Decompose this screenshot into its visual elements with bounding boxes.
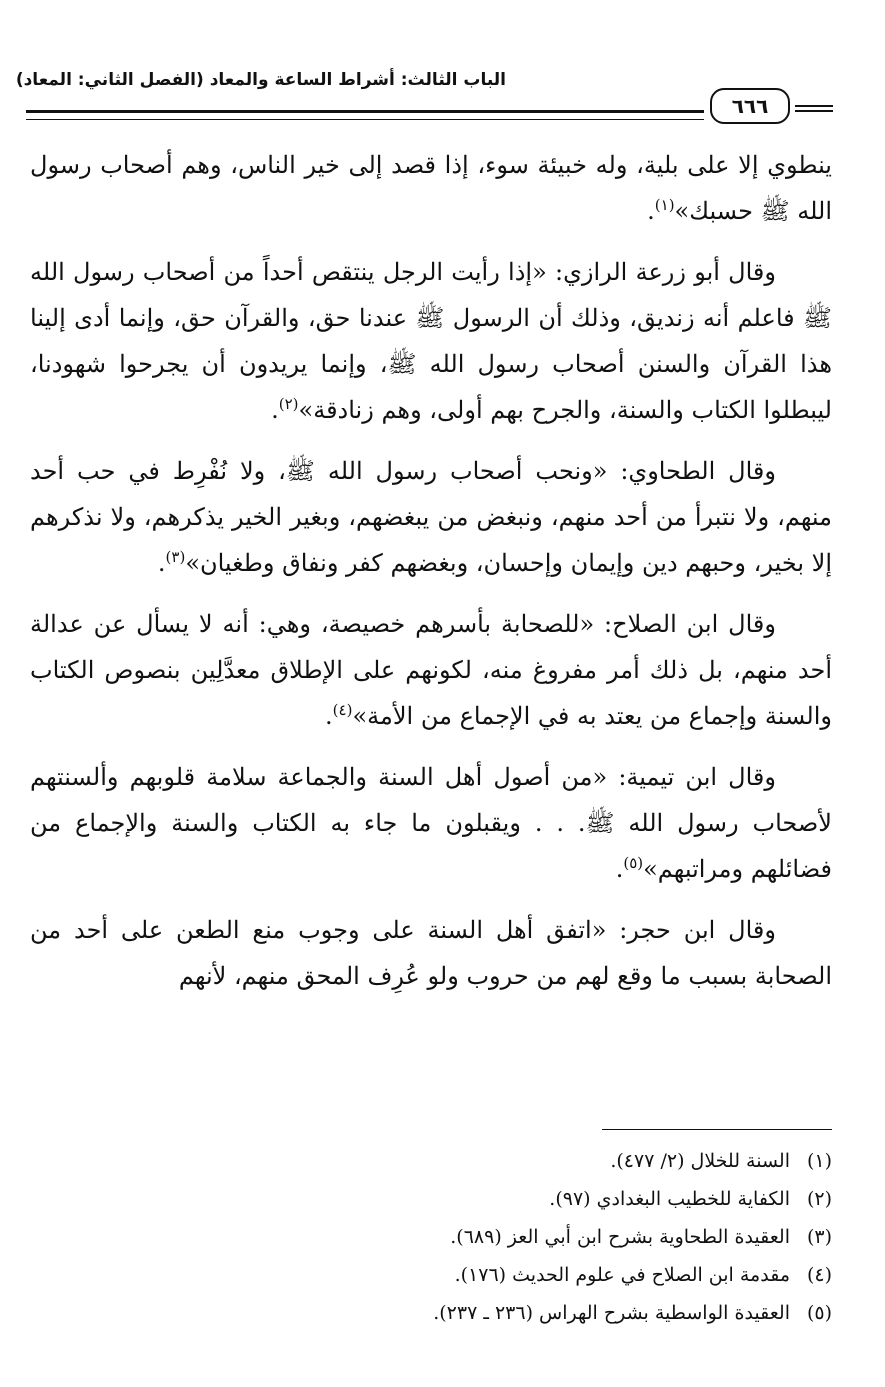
footnotes <box>30 1142 832 1332</box>
paragraph-text: وقال ابن الصلاح: «للصحابة بأسرهم خصيصة، وهي: أنه لا يسأل عن عدالة أحد منهم، بل ذلك أمر مفروغ منه، لكونهم على الإطلاق معدَّلِين بنصوص الكتاب والسنة وإجماع من يعتد به في الإجماع من الأمة» <box>30 610 832 730</box>
footnote-item <box>30 1218 832 1256</box>
paragraph-end: . <box>157 549 166 577</box>
footnote-number: (٢) <box>806 1188 832 1210</box>
paragraph-end: . <box>615 855 624 883</box>
footnote-item <box>30 1256 832 1294</box>
header-rule-left <box>26 110 704 120</box>
paragraph-text: وقال أبو زرعة الرازي: «إذا رأيت الرجل ينتقص أحداً من أصحاب رسول الله ﷺ فاعلم أنه زنديق، وذلك أن الرسول ﷺ عندنا حق، والقرآن حق، وإنما أدى إلينا هذا القرآن والسنن أصحاب رسول الله ﷺ، وإنما يريدون أن يجرحوا شهودنا، ليبطلوا الكتاب والسنة، والجرح بهم أولى، وهم زنادقة» <box>30 258 832 424</box>
footnote-item <box>30 1294 832 1332</box>
footnote-number: (٤) <box>806 1264 832 1286</box>
paragraph-3 <box>30 448 832 586</box>
footnote-item <box>30 1142 832 1180</box>
paragraph-text: ينطوي إلا على بلية، وله خبيئة سوء، إذا قصد إلى خير الناس، وهم أصحاب رسول الله ﷺ حسبك» <box>30 151 832 225</box>
footnote-ref: (٤) <box>332 701 353 719</box>
footnote-ref: (٢) <box>278 395 299 413</box>
footnote-ref: (٣) <box>165 548 186 566</box>
footnote-text: الكفاية للخطيب البغدادي (٩٧). <box>549 1188 790 1210</box>
footnote-item <box>30 1180 832 1218</box>
paragraph-5 <box>30 754 832 892</box>
paragraph-2 <box>30 249 832 433</box>
paragraph-text: وقال الطحاوي: «ونحب أصحاب رسول الله ﷺ، ولا نُفْرِط في حب أحد منهم، ولا نتبرأ من أحد منهم، ونبغض من يبغضهم، وبغير الخير يذكرهم، ولا نذكرهم إلا بخير، وحبهم دين وإيمان وإحسان، وبغضهم كفر ونفاق وطغيان» <box>30 457 832 577</box>
footnote-number: (١) <box>806 1150 832 1172</box>
running-title: الباب الثالث: أشراط الساعة والمعاد (الفصل الثاني: المعاد) <box>15 70 506 90</box>
footnote-separator <box>602 1129 832 1130</box>
body-text <box>30 142 832 1014</box>
paragraph-end: . <box>325 702 333 730</box>
paragraph-4 <box>30 601 832 739</box>
footnote-number: (٥) <box>806 1302 832 1324</box>
footnote-ref: (١) <box>654 196 675 214</box>
paragraph-text: وقال ابن حجر: «اتفق أهل السنة على وجوب منع الطعن على أحد من الصحابة بسبب ما وقع لهم من حروب ولو عُرِف المحق منهم، لأنهم <box>30 916 832 990</box>
paragraph-end: . <box>271 396 279 424</box>
paragraph-1 <box>30 142 832 234</box>
footnote-text: العقيدة الطحاوية بشرح ابن أبي العز (٦٨٩). <box>450 1226 790 1248</box>
footnote-text: مقدمة ابن الصلاح في علوم الحديث (١٧٦). <box>454 1264 790 1286</box>
footnote-text: العقيدة الواسطية بشرح الهراس (٢٣٦ ـ ٢٣٧). <box>433 1302 790 1324</box>
footnote-text: السنة للخلال (٢/ ٤٧٧). <box>610 1150 790 1172</box>
paragraph-text: وقال ابن تيمية: «من أصول أهل السنة والجماعة سلامة قلوبهم وألسنتهم لأصحاب رسول الله ﷺ. . . ويقبلون ما جاء به الكتاب والسنة والإجماع من فضائلهم ومراتبهم» <box>30 763 832 883</box>
paragraph-6 <box>30 907 832 999</box>
footnote-ref: (٥) <box>623 854 644 872</box>
footnote-number: (٣) <box>806 1226 832 1248</box>
paragraph-end: . <box>647 197 655 225</box>
page-number: ٦٦٦ <box>710 88 790 124</box>
header-rule-right <box>795 105 833 112</box>
